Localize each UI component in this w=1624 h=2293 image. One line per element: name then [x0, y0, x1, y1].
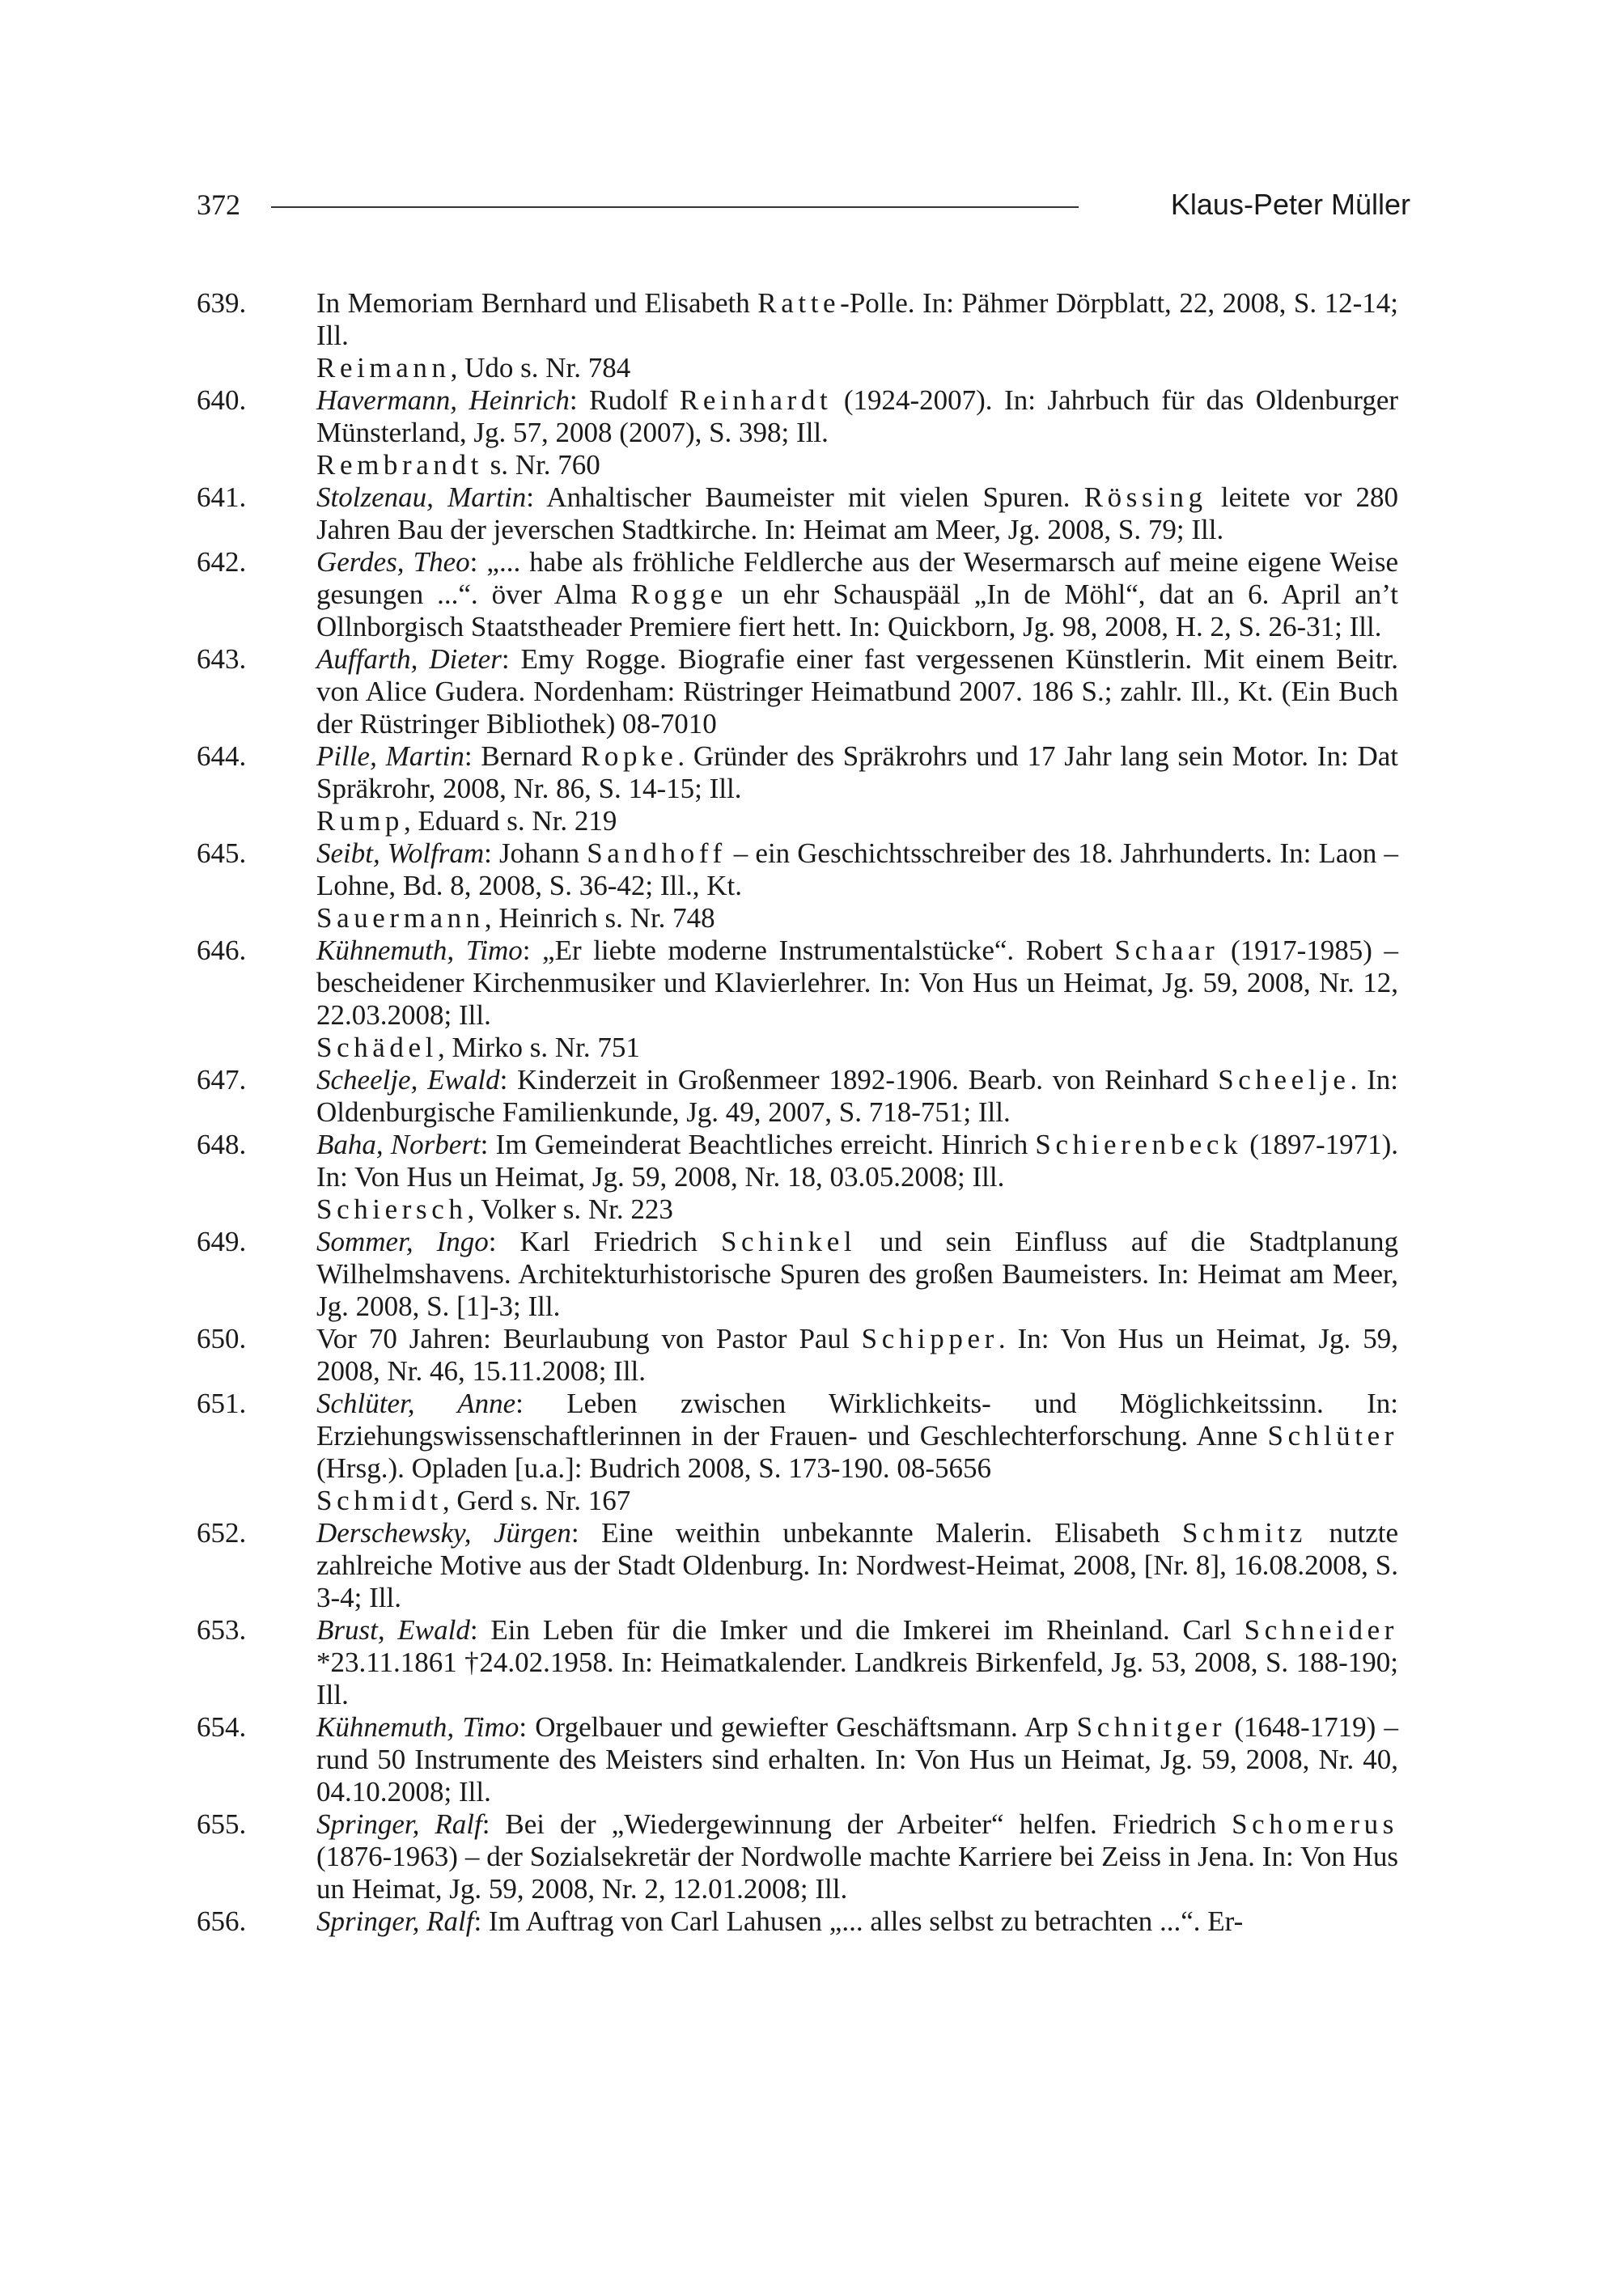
entry-source: (1648-1719) – rund 50 Instrumente des Meisters sind erhalten. In: Von Hus un Heimat, Jg. 59, 2008, Nr. 40, 04.10.2008; Ill. — [316, 1711, 1399, 1808]
cross-reference — [197, 449, 1398, 481]
bibliography-entry — [197, 481, 1398, 546]
bibliography-entry — [197, 1614, 1398, 1711]
entry-author: Springer, Ralf — [316, 1905, 474, 1937]
entry-source: nutzte zahlreiche Motive aus der Stadt Oldenburg. In: Nordwest-Heimat, 2008, [Nr. 8], 16.08.2008, S. 3-4; Ill. — [316, 1517, 1398, 1613]
person-name: Schmitz — [1182, 1517, 1307, 1549]
person-name: Schnitger — [1076, 1711, 1227, 1743]
entry-author: Sommer, Ingo — [316, 1226, 489, 1257]
entry-author: Seibt, Wolfram — [316, 837, 485, 869]
entry-title: : Rudolf — [569, 384, 680, 416]
entry-title: : Orgelbauer und gewiefter Geschäftsmann. Arp — [519, 1711, 1077, 1743]
entry-source: leitete vor 280 Jahren Bau der jeverschen Stadtkirche. In: Heimat am Meer, Jg. 2008, S. 79; Ill. — [316, 481, 1398, 545]
cross-reference — [197, 1485, 1398, 1517]
entry-number: 640. — [197, 384, 247, 416]
entry-number: 649. — [197, 1226, 247, 1257]
entry-text — [316, 837, 1398, 902]
entry-source: -Polle. In: Pähmer Dörpblatt, 22, 2008, S. 12-14; Ill. — [316, 287, 1399, 351]
running-head-author: Klaus-Peter Müller — [1170, 188, 1410, 221]
entry-number: 654. — [197, 1711, 247, 1743]
entry-number: 642. — [197, 546, 247, 578]
person-name: Ratte — [757, 287, 841, 319]
person-name: Schomerus — [1232, 1808, 1398, 1840]
entry-source: . Gründer des Spräkrohrs und 17 Jahr lang sein Motor. In: Dat Spräkrohr, 2008, Nr. 86, S. 14-15; Ill. — [316, 740, 1399, 804]
entry-text — [316, 1323, 1398, 1388]
person-name: Schaar — [1114, 935, 1219, 966]
bibliography-entry — [197, 546, 1398, 643]
bibliography-entry — [197, 384, 1398, 449]
entry-number: 644. — [197, 740, 247, 772]
entry-number: 652. — [197, 1517, 247, 1549]
person-name: Rössing — [1083, 481, 1207, 513]
entry-text — [316, 1614, 1398, 1711]
entry-title: : Karl Friedrich — [488, 1226, 721, 1257]
xref-text: , Volker s. Nr. 223 — [467, 1193, 673, 1225]
bibliography-entry — [197, 740, 1398, 805]
person-name: Schmidt — [316, 1485, 443, 1516]
bibliography-entry — [197, 1323, 1398, 1388]
person-name: Reinhardt — [679, 384, 833, 416]
entry-title: : Bei der „Wiedergewinnung der Arbeiter“ helfen. Friedrich — [481, 1808, 1232, 1840]
entry-title: : Im Gemeinderat Beachtliches erreicht. Hinrich — [480, 1129, 1036, 1160]
person-name: Rogge — [630, 579, 727, 610]
entry-source: un ehr Schauspääl „In de Möhl“, dat an 6. April an’t Ollnborgisch Staatstheader Premiere fiert hett. In: Quickborn, Jg. 98, 2008, H. 2, S. 26-31; Ill. — [316, 579, 1398, 642]
entry-author: Scheelje, Ewald — [316, 1064, 500, 1096]
entry-text — [316, 740, 1398, 805]
xref-text: , Eduard s. Nr. 219 — [403, 805, 617, 837]
entry-title: : Kinderzeit in Großenmeer 1892-1906. Bearb. von Reinhard — [499, 1064, 1219, 1096]
bibliography-entry — [197, 1808, 1398, 1905]
entry-title: : „... habe als fröhliche Feldlerche aus der Wesermarsch auf meine eigene Weise gesungen ...“. över Alma — [316, 546, 1398, 610]
entry-source: (1876-1963) – der Sozialsekretär der Nordwolle machte Karriere bei Zeiss in Jena. In: Von Hus un Heimat, Jg. 59, 2008, Nr. 2, 12.01.2008; Ill. — [316, 1841, 1398, 1905]
entry-source: . In: Von Hus un Heimat, Jg. 59, 2008, Nr. 46, 15.11.2008; Ill. — [316, 1323, 1398, 1387]
bibliography-entry — [197, 643, 1398, 740]
entry-number: 650. — [197, 1323, 247, 1354]
entry-author: Havermann, Heinrich — [316, 384, 570, 416]
bibliography-entry — [197, 837, 1398, 902]
person-name: Sauermann — [316, 902, 485, 934]
entry-author: Pille, Martin — [316, 740, 464, 772]
person-name: Schlüter — [1267, 1420, 1398, 1452]
bibliography-entry — [197, 1388, 1398, 1485]
xref-text: , Mirko s. Nr. 751 — [438, 1032, 640, 1063]
entry-title: : Leben zwischen Wirklichkeits- und Möglichkeitssinn. In: Erziehungswissenschaftlerinnen in der Frauen- und Geschlechterforschung. Anne — [316, 1388, 1398, 1452]
entry-author: Auffarth, Dieter — [316, 643, 502, 675]
bibliography-entry — [197, 1064, 1398, 1129]
entry-text — [316, 546, 1398, 643]
bibliography-entry — [197, 287, 1398, 352]
entry-text — [316, 384, 1398, 449]
person-name: Schierenbeck — [1035, 1129, 1243, 1160]
entry-title: : Eine weithin unbekannte Malerin. Elisabeth — [570, 1517, 1183, 1549]
entry-number: 643. — [197, 643, 247, 675]
entry-title: : Emy Rogge. Biografie einer fast vergessenen Künstlerin. Mit einem Beitr. von Alice Gudera. Nordenham: Rüstringer Heimatbund 2007. 186 S.; zahlr. Ill., Kt. (Ein Buch der Rüstringer Bibliothek) 08-7010 — [316, 643, 1398, 740]
entry-source: *23.11.1861 †24.02.1958. In: Heimatkalender. Landkreis Birkenfeld, Jg. 53, 2008, S. 188-190; Ill. — [316, 1647, 1398, 1710]
entry-number: 641. — [197, 481, 247, 513]
entry-title: : Anhaltischer Baumeister mit vielen Spuren. — [526, 481, 1084, 513]
entry-text — [316, 1905, 1398, 1938]
entry-text — [316, 1129, 1398, 1193]
running-header — [197, 184, 1410, 233]
entry-number: 647. — [197, 1064, 247, 1096]
bibliography-entry — [197, 1517, 1398, 1614]
entry-title: : Johann — [484, 837, 587, 869]
entry-author: Schlüter, Anne — [316, 1388, 516, 1419]
entry-text — [316, 287, 1398, 352]
xref-text: s. Nr. 760 — [482, 449, 600, 481]
bibliography-entry — [197, 1711, 1398, 1808]
bibliography-entry — [197, 935, 1398, 1032]
entry-text — [316, 481, 1398, 546]
person-name: Ropke — [580, 740, 678, 772]
entry-title: In Memoriam Bernhard und Elisabeth — [316, 287, 758, 319]
bibliography-entry — [197, 1226, 1398, 1323]
xref-text: , Heinrich s. Nr. 748 — [484, 902, 715, 934]
entry-text — [316, 1388, 1398, 1485]
entry-author: Derschewsky, Jürgen — [316, 1517, 571, 1549]
person-name: Sandhoff — [587, 837, 727, 869]
bibliography-list — [197, 287, 1398, 1938]
entry-author: Baha, Norbert — [316, 1129, 481, 1160]
person-name: Schipper — [861, 1323, 999, 1354]
entry-title: : Bernard — [464, 740, 581, 772]
entry-author: Stolzenau, Martin — [316, 481, 527, 513]
person-name: Schiersch — [316, 1193, 468, 1225]
cross-reference — [197, 352, 1398, 384]
person-name: Schneider — [1244, 1614, 1398, 1646]
entry-title: : Ein Leben für die Imker und die Imkerei im Rheinland. Carl — [469, 1614, 1245, 1646]
entry-number: 639. — [197, 287, 247, 319]
cross-reference — [197, 902, 1398, 935]
entry-source: und sein Einfluss auf die Stadtplanung Wilhelmshavens. Architekturhistorische Spuren des großen Baumeisters. In: Heimat am Meer, Jg. 2008, S. [1]-3; Ill. — [316, 1226, 1398, 1322]
entry-text — [316, 1808, 1398, 1905]
person-name: Reimann — [316, 352, 451, 384]
entry-author: Gerdes, Theo — [316, 546, 470, 578]
entry-title: : Im Auftrag von Carl Lahusen „... alles selbst zu betrachten ...“. Er- — [473, 1905, 1244, 1937]
xref-text: , Udo s. Nr. 784 — [450, 352, 631, 384]
entry-source: . In: Oldenburgische Familienkunde, Jg. 49, 2007, S. 718-751; Ill. — [316, 1064, 1398, 1128]
entry-text — [316, 1064, 1398, 1129]
entry-text — [316, 1517, 1398, 1614]
bibliography-entry — [197, 1129, 1398, 1193]
header-rule — [271, 206, 1079, 208]
bibliography-entry — [197, 1905, 1398, 1938]
entry-title: : „Er liebte moderne Instrumentalstücke“. Robert — [522, 935, 1115, 966]
entry-number: 656. — [197, 1905, 247, 1937]
person-name: Rump — [316, 805, 404, 837]
entry-source: (1924-2007). In: Jahrbuch für das Oldenburger Münsterland, Jg. 57, 2008 (2007), S. 398; Ill. — [316, 384, 1399, 448]
entry-author: Springer, Ralf — [316, 1808, 482, 1840]
entry-text — [316, 643, 1398, 740]
entry-text — [316, 1711, 1398, 1808]
person-name: Schinkel — [720, 1226, 857, 1257]
cross-reference — [197, 805, 1398, 837]
entry-source: (1917-1985) – bescheidener Kirchenmusiker und Klavierlehrer. In: Von Hus un Heimat, Jg. 59, 2008, Nr. 12, 22.03.2008; Ill. — [316, 935, 1398, 1031]
entry-author: Brust, Ewald — [316, 1614, 470, 1646]
entry-number: 645. — [197, 837, 247, 869]
person-name: Schädel — [316, 1032, 438, 1063]
entry-source: – ein Geschichtsschreiber des 18. Jahrhunderts. In: Laon – Lohne, Bd. 8, 2008, S. 36-42; Ill., Kt. — [316, 837, 1398, 901]
entry-text — [316, 935, 1398, 1032]
cross-reference — [197, 1032, 1398, 1064]
entry-source: (1897-1971). In: Von Hus un Heimat, Jg. 59, 2008, Nr. 18, 03.05.2008; Ill. — [316, 1129, 1398, 1193]
person-name: Scheelje — [1218, 1064, 1351, 1096]
entry-number: 651. — [197, 1388, 247, 1419]
page-number: 372 — [197, 189, 240, 221]
entry-number: 646. — [197, 935, 247, 966]
entry-number: 653. — [197, 1614, 247, 1646]
entry-number: 648. — [197, 1129, 247, 1160]
entry-number: 655. — [197, 1808, 247, 1840]
entry-text — [316, 1226, 1398, 1323]
entry-author: Kühnemuth, Timo — [316, 1711, 519, 1743]
entry-title: Vor 70 Jahren: Beurlaubung von Pastor Paul — [316, 1323, 862, 1354]
person-name: Rembrandt — [316, 449, 483, 481]
entry-author: Kühnemuth, Timo — [316, 935, 523, 966]
xref-text: , Gerd s. Nr. 167 — [442, 1485, 631, 1516]
cross-reference — [197, 1193, 1398, 1226]
entry-source: (Hrsg.). Opladen [u.a.]: Budrich 2008, S. 173-190. 08-5656 — [316, 1452, 992, 1484]
